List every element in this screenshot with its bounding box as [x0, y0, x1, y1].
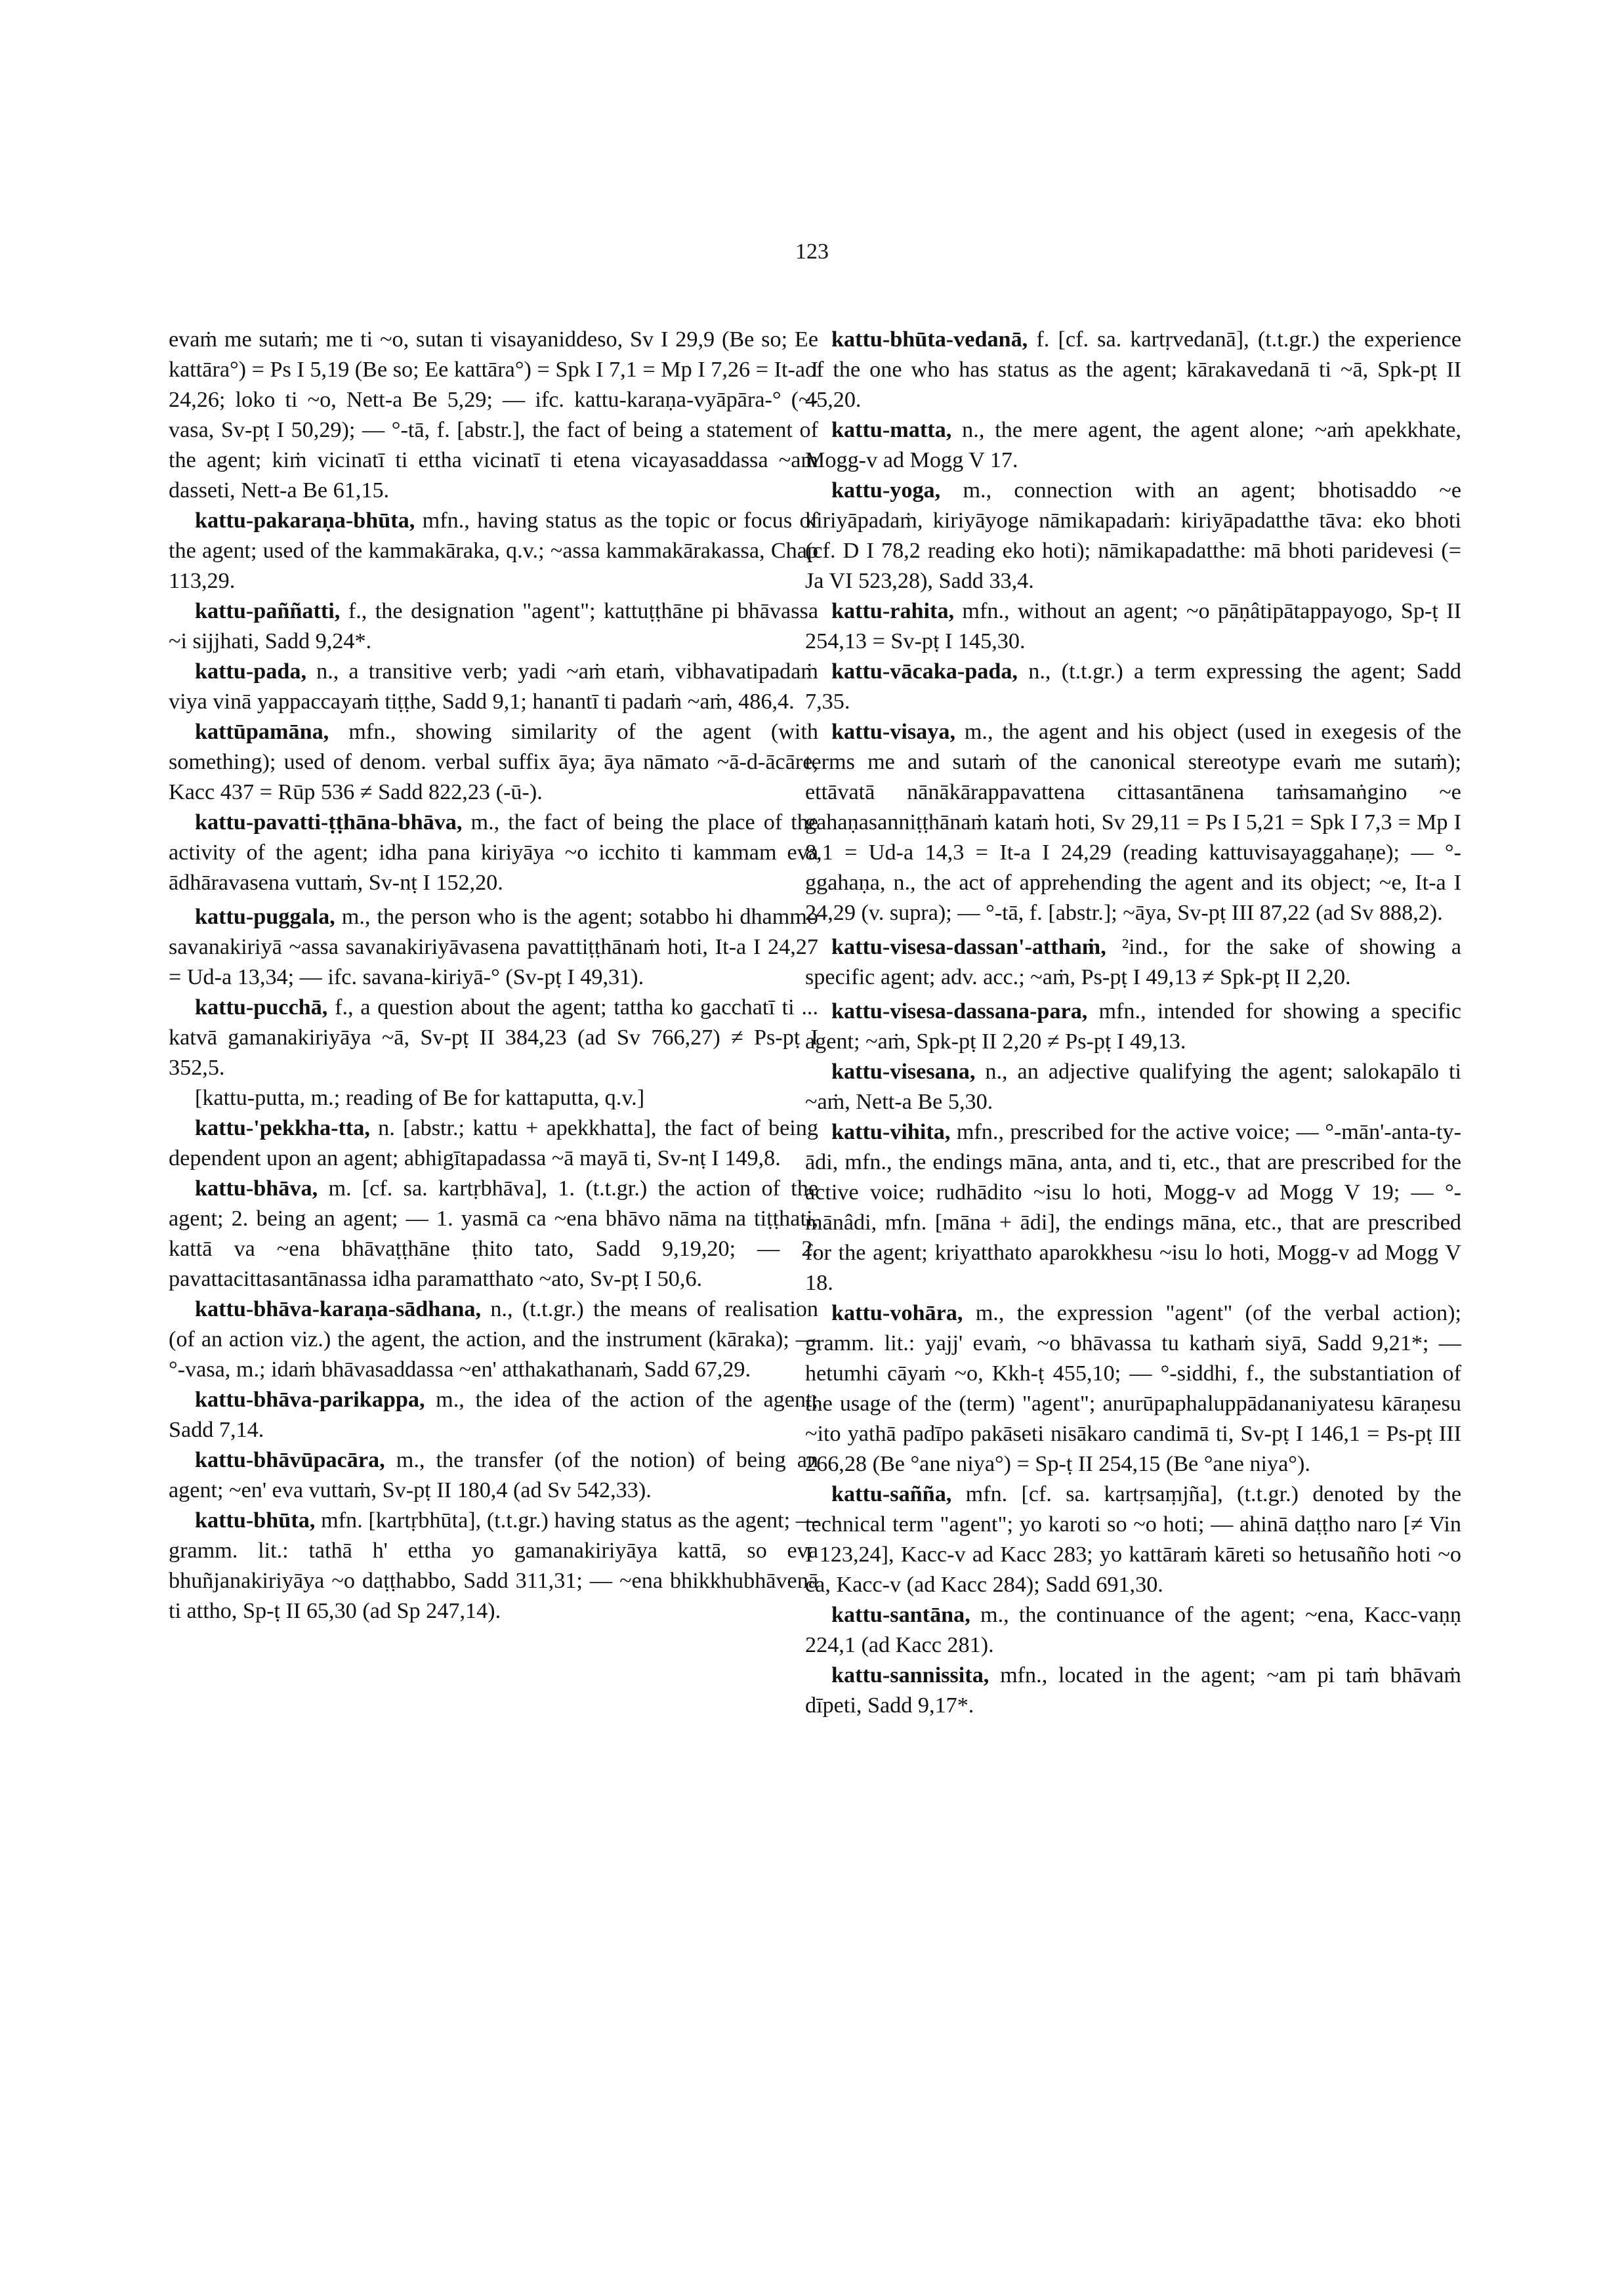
- entry-headword: kattu-bhāva-karaṇa-sādhana,: [195, 1297, 482, 1321]
- dictionary-entry: [805, 596, 1461, 657]
- entry-headword: kattu-sannissita,: [831, 1663, 989, 1687]
- entry-headword: kattu-vohāra,: [831, 1301, 963, 1325]
- dictionary-entry: [169, 657, 818, 717]
- entry-text: mfn., prescribed for the active voice; — °-mān'-anta-ty-ādi, mfn., the endings māna, anta, and ti, etc., that are prescribed for the active voice; rudhādito ~isu lo hoti, Mogg-v ad Mogg V 19; — °-mānâdi, mfn. [māna + ādi], the endings māna, etc., that are prescribed for the agent; kriyatthato aparokkhesu ~isu lo hoti, Mogg-v ad Mogg V 18.: [805, 1120, 1462, 1295]
- dictionary-entry: [805, 717, 1461, 928]
- entry-text: mfn., having status as the topic or focus of the agent; used of the kammakāraka, q.v.; ~assa kammakārakassa, Chap 113,29.: [169, 508, 819, 593]
- entry-text: m., the expression "agent" (of the verbal action); gramm. lit.: yajj' evaṁ, ~o bhāvassa tu kathaṁ siyā, Sadd 9,21*; — hetumhi cāyaṁ ~o, Kkh-ṭ 455,10; — °-siddhi, f., the substantiation of the usage of the (term) "agent"; anurūpaphaluppādananiyatesu kāraṇesu ~ito yathā padīpo pakāseti nisākaro candimā ti, Sv-pṭ I 146,1 = Ps-pṭ III 266,28 (Be °ane niya°) = Sp-ṭ II 254,15 (Be °ane niya°).: [805, 1301, 1462, 1476]
- dictionary-entry: [169, 902, 818, 993]
- entry-text: evaṁ me sutaṁ; me ti ~o, sutan ti visayaniddeso, Sv I 29,9 (Be so; Ee kattāra°) = Ps I 5,19 (Be so; Ee kattāra°) = Spk I 7,1 = Mp I 7,26 = It-a I 24,26; loko ti ~o, Nett-a Be 5,29; — ifc. kattu-karaṇa-vyāpāra-° (~-vasa, Sv-pṭ I 50,29); — °-tā, f. [abstr.], the fact of being a statement of the agent; kiṁ vicinatī ti ettha vicinatī ti etena vicayasaddassa ~aṁ dasseti, Nett-a Be 61,15.: [169, 327, 818, 503]
- entry-text: n., (t.t.gr.) the means of realisation (of an action viz.) the agent, the action, and the instrument (kāraka); — °-vasa, m.; idaṁ bhāvasaddassa ~en' atthakathanaṁ, Sadd 67,29.: [169, 1297, 818, 1382]
- entry-text: ²ind., for the sake of showing a specific agent; adv. acc.; ~aṁ, Ps-pṭ I 49,13 ≠ Spk-pṭ II 2,20.: [805, 935, 1461, 989]
- dictionary-entry: [805, 1298, 1461, 1479]
- entry-headword: kattu-bhūta-vedanā,: [831, 327, 1028, 352]
- entry-text: mfn., intended for showing a specific agent; ~aṁ, Spk-pṭ II 2,20 ≠ Ps-pṭ I 49,13.: [805, 999, 1461, 1054]
- dictionary-entry: [169, 1445, 818, 1506]
- entry-text: mfn., located in the agent; ~am pi taṁ bhāvaṁ dīpeti, Sadd 9,17*.: [805, 1663, 1461, 1718]
- entry-text: m., the idea of the action of the agent; Sadd 7,14.: [169, 1388, 819, 1442]
- entry-headword: kattu-matta,: [831, 418, 952, 442]
- entry-headword: kattu-visesa-dassan'-atthaṁ,: [831, 935, 1106, 959]
- dictionary-entry: [805, 1117, 1461, 1298]
- entry-headword: kattu-bhāva,: [195, 1176, 318, 1201]
- entry-headword: kattu-vācaka-pada,: [831, 659, 1018, 684]
- dictionary-entry: [805, 1661, 1461, 1721]
- right-column: [805, 325, 1461, 1721]
- dictionary-entry: [169, 1083, 818, 1113]
- dictionary-entry: [805, 1057, 1461, 1117]
- dictionary-entry: [805, 325, 1461, 415]
- entry-text: f., the designation "agent"; kattuṭṭhāne pi bhāvassa ~i sijjhati, Sadd 9,24*.: [169, 599, 819, 653]
- entry-headword: kattu-'pekkha-tta,: [195, 1116, 370, 1140]
- entry-headword: kattu-yoga,: [831, 478, 941, 503]
- entry-headword: kattu-rahita,: [831, 599, 955, 623]
- entry-text: m., the person who is the agent; sotabbo hi dhammo savanakiriyā ~assa savanakiriyāvasena pavattiṭṭhānaṁ hoti, It-a I 24,27 = Ud-a 13,34; — ifc. savana-kiriyā-° (Sv-pṭ I 49,31).: [169, 905, 818, 989]
- entry-text: mfn. [cf. sa. kartṛsaṃjña], (t.t.gr.) denoted by the technical term "agent"; yo karoti so ~o hoti; — ahinā daṭṭho naro [≠ Vin I 123,24], Kacc-v ad Kacc 283; yo kattāraṁ kāreti so hetusañño hoti ~o ca, Kacc-v (ad Kacc 284); Sadd 691,30.: [805, 1482, 1461, 1597]
- page-number: 123: [795, 239, 829, 264]
- entry-headword: kattu-puggala,: [195, 905, 335, 929]
- dictionary-entry: [805, 932, 1461, 993]
- entry-headword: kattu-pavatti-ṭṭhāna-bhāva,: [195, 810, 463, 835]
- entry-text: n. [abstr.; kattu + apekkhatta], the fact of being dependent upon an agent; abhigītapadassa ~ā mayā ti, Sv-nṭ I 149,8.: [169, 1116, 818, 1170]
- entry-text: f. [cf. sa. kartṛvedanā], (t.t.gr.) the experience of the one who has status as the agent; kārakavedanā ti ~ā, Spk-pṭ II 45,20.: [805, 327, 1461, 412]
- entry-headword: kattu-visesa-dassana-para,: [831, 999, 1088, 1023]
- dictionary-entry: [805, 415, 1461, 476]
- entry-headword: kattu-bhāvūpacāra,: [195, 1448, 385, 1472]
- entry-headword: kattu-pucchā,: [195, 995, 328, 1020]
- entry-headword: kattu-pada,: [195, 659, 307, 684]
- entry-text: m., the agent and his object (used in exegesis of the terms me and sutaṁ of the canonical stereotype evaṁ me sutaṁ); ettāvatā nānākārappavattena cittasantānena taṁsamaṅgino ~e gahaṇasanniṭṭhānaṁ kataṁ hoti, Sv 29,11 = Ps I 5,21 = Spk I 7,3 = Mp I 8,1 = Ud-a 14,3 = It-a I 24,29 (reading kattuvisayaggahaṇe); — °-ggahaṇa, n., the act of apprehending the agent and its object; ~e, It-a I 24,29 (v. supra); — °-tā, f. [abstr.]; ~āya, Sv-pṭ III 87,22 (ad Sv 888,2).: [805, 720, 1462, 925]
- entry-text: f., a question about the agent; tattha ko gacchatī ti ... katvā gamanakiriyāya ~ā, Sv-pṭ II 384,23 (ad Sv 766,27) ≠ Ps-pṭ I 352,5.: [169, 995, 819, 1080]
- entry-text: n., a transitive verb; yadi ~aṁ etaṁ, vibhavatipadaṁ viya vinā yappaccayaṁ tiṭṭhe, Sadd 9,1; hanantī ti padaṁ ~aṁ, 486,4.: [169, 659, 819, 714]
- entry-text: [kattu-putta, m.; reading of Be for kattaputta, q.v.]: [195, 1086, 645, 1110]
- dictionary-entry: [805, 997, 1461, 1057]
- dictionary-entry: [169, 1174, 818, 1294]
- entry-headword: kattu-sañña,: [831, 1482, 952, 1506]
- entry-text: mfn., without an agent; ~o pāṇâtipātappayogo, Sp-ṭ II 254,13 = Sv-pṭ I 145,30.: [805, 599, 1461, 653]
- entry-headword: kattu-bhāva-parikappa,: [195, 1388, 425, 1412]
- entry-headword: kattu-bhūta,: [195, 1508, 316, 1533]
- entry-text: n., the mere agent, the agent alone; ~aṁ apekkhate, Mogg-v ad Mogg V 17.: [805, 418, 1461, 472]
- dictionary-entry: [805, 657, 1461, 717]
- entry-text: m., the fact of being the place of the activity of the agent; idha pana kiriyāya ~o icchito ti kammam eva ādhāravasena vuttaṁ, Sv-nṭ I 152,20.: [169, 810, 819, 895]
- entry-headword: kattūpamāna,: [195, 720, 329, 744]
- dictionary-entry: [169, 1113, 818, 1174]
- dictionary-entry: [169, 993, 818, 1083]
- entry-headword: kattu-visesana,: [831, 1060, 976, 1084]
- entry-headword: kattu-pakaraṇa-bhūta,: [195, 508, 415, 533]
- dictionary-entry: [805, 1600, 1461, 1661]
- dictionary-entry: [169, 1506, 818, 1626]
- dictionary-entry: [169, 506, 818, 596]
- entry-headword: kattu-visaya,: [831, 720, 955, 744]
- entry-text: m., connection with an agent; bhotisaddo ~e kiriyāpadaṁ, kiriyāyoge nāmikapadaṁ: kiriyāpadatthe tāva: eko bhoti (cf. D I 78,2 reading eko hoti); nāmikapadatthe: mā bhoti paridevesi (= Ja VI 523,28), Sadd 33,4.: [805, 478, 1461, 593]
- left-column: [169, 325, 818, 1626]
- entry-headword: kattu-vihita,: [831, 1120, 951, 1144]
- entry-text: mfn., showing similarity of the agent (with something); used of denom. verbal suffix āya; āya nāmato ~ā-d-ācāre, Kacc 437 = Rūp 536 ≠ Sadd 822,23 (-ū-).: [169, 720, 819, 804]
- dictionary-entry: [169, 717, 818, 808]
- entry-text: m., the transfer (of the notion) of being an agent; ~en' eva vuttaṁ, Sv-pṭ II 180,4 (ad Sv 542,33).: [169, 1448, 819, 1502]
- entry-headword: kattu-santāna,: [831, 1603, 970, 1627]
- entry-text: m., the continuance of the agent; ~ena, Kacc-vaṇṇ 224,1 (ad Kacc 281).: [805, 1603, 1461, 1657]
- entry-text: n., (t.t.gr.) a term expressing the agent; Sadd 7,35.: [805, 659, 1461, 714]
- entry-text: n., an adjective qualifying the agent; salokapālo ti ~aṁ, Nett-a Be 5,30.: [805, 1060, 1461, 1114]
- entry-text: mfn. [kartṛbhūta], (t.t.gr.) having status as the agent; — gramm. lit.: tathā h' ettha yo gamanakiriyāya kattā, so eva bhuñjanakiriyāya ~o daṭṭhabbo, Sadd 311,31; — ~ena bhikkhubhāvenā ti attho, Sp-ṭ II 65,30 (ad Sp 247,14).: [169, 1508, 819, 1623]
- entry-headword: kattu-paññatti,: [195, 599, 341, 623]
- dictionary-entry: [169, 325, 818, 506]
- dictionary-entry: [169, 808, 818, 898]
- dictionary-entry: [169, 1385, 818, 1445]
- dictionary-entry: [805, 1479, 1461, 1600]
- dictionary-entry: [169, 596, 818, 657]
- dictionary-entry: [805, 476, 1461, 596]
- dictionary-entry: [169, 1294, 818, 1385]
- entry-text: m. [cf. sa. kartṛbhāva], 1. (t.t.gr.) the action of the agent; 2. being an agent; — 1. yasmā ca ~ena bhāvo nāma na tiṭṭhati, kattā va ~ena bhāvaṭṭhāne ṭhito tato, Sadd 9,19,20; — 2. pavattacittasantānassa idha paramatthato ~ato, Sv-pṭ I 50,6.: [169, 1176, 819, 1291]
